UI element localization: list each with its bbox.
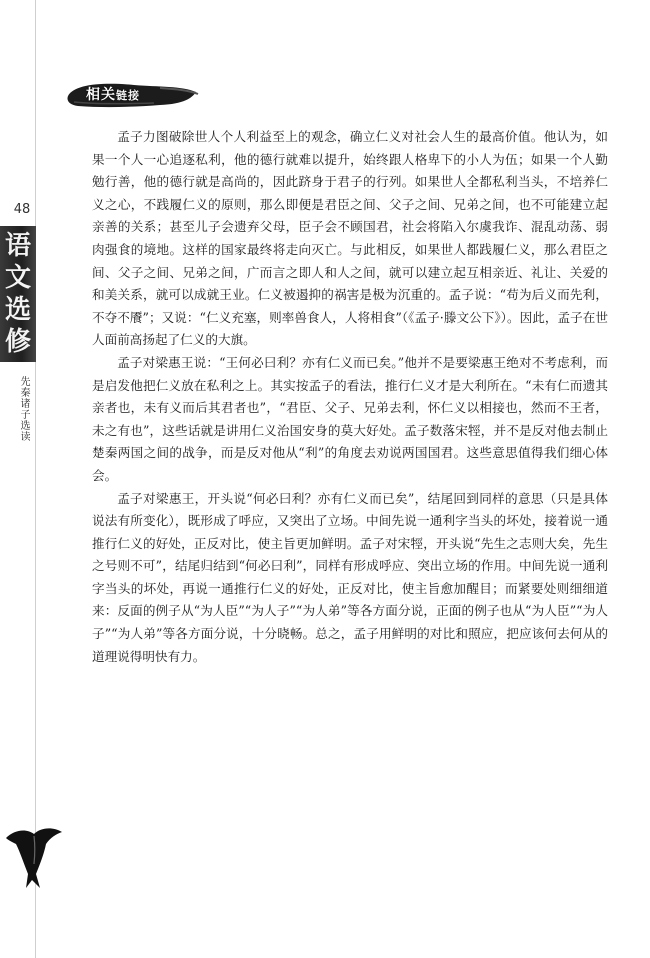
side-tab-char: 语: [4, 231, 31, 261]
section-banner: [64, 80, 200, 110]
side-subtitle: 先秦诸子选读: [18, 376, 29, 442]
page-number: 48: [13, 202, 31, 217]
paragraph: 孟子对梁惠王，开头说“何必曰利？亦有仁义而已矣”，结尾回到同样的意思（只是具体说法有所变化），既形成了呼应，又突出了立场。中间先说一通利字当头的坏处，接着说一通推行仁义的好处，正反对比，使主旨更加鲜明。孟子对宋牼，开头说“先生之志则大矣，先生之号则不可”，结尾归结到“何必曰利”，同样有形成呼应、突出立场的作用。中间先说一通利字当头的坏处，再说一通推行仁义的好处，正反对比，使主旨愈加醒目；而紧要处则细细道来：反面的例子从“为人臣”“为人子”“为人弟”等各方面分说，正面的例子也从“为人臣”“为人子”“为人弟”等各方面分说，十分晓畅。总之，孟子用鲜明的对比和照应，把应该何去何从的道理说得明快有力。: [92, 490, 608, 664]
section-title-sub: 链接: [116, 89, 140, 102]
article-body: [92, 126, 608, 668]
side-tab: [0, 226, 36, 362]
paragraph: 孟子对梁惠王说：“王何必曰利？亦有仁义而已矣。”他并不是要梁惠王绝对不考虑利，而是启发他把仁义放在私利之上。其实按孟子的看法，推行仁义才是大利所在。“未有仁而遗其亲者也，未有义而后其君者也”，“君臣、父子、兄弟去利，怀仁义以相接也，然而不王者，未之有也”，这些话就是讲用仁义治国安身的莫大好处。孟子数落宋牼，并不是反对他去制止楚秦两国之间的战争，而是反对他从“利”的角度去劝说两国国君。这些意思值得我们细心体会。: [92, 354, 608, 483]
side-tab-char: 选: [4, 295, 31, 325]
section-title-main: 相关: [86, 87, 116, 103]
side-tab-char: 修: [4, 327, 31, 357]
paragraph: 孟子力图破除世人个人利益至上的观念，确立仁义对社会人生的最高价值。他认为，如果一个人一心追逐私利，他的德行就难以提升，始终跟人格卑下的小人为伍；如果一个人勤勉行善，他的德行就是高尚的，因此跻身于君子的行列。如果世人全都私利当头，不培养仁义之心，不践履仁义的原则，那么即便是君臣之间、父子之间、兄弟之间，也不可能建立起亲善的关系；甚至儿子会遗弃父母，臣子会不顾国君，社会将陷入尔虞我诈、混乱动荡、弱肉强食的境地。这样的国家最终将走向灭亡。与此相反，如果世人都践履仁义，那么君臣之间、父子之间、兄弟之间，广而言之即人和人之间，就可以建立起互相亲近、礼让、关爱的和美关系，就可以成就王业。仁义被遏抑的祸害是极为沉重的。孟子说：“苟为后义而先利，不夺不餍”；又说：“仁义充塞，则率兽食人，人将相食”（《孟子·滕文公下》）。因此，孟子在世人面前高扬起了仁义的大旗。: [92, 129, 608, 348]
left-margin-rule: [35, 0, 36, 958]
side-tab-char: 文: [4, 263, 31, 293]
bird-ornament-icon: [4, 824, 66, 890]
section-title: [86, 84, 140, 104]
